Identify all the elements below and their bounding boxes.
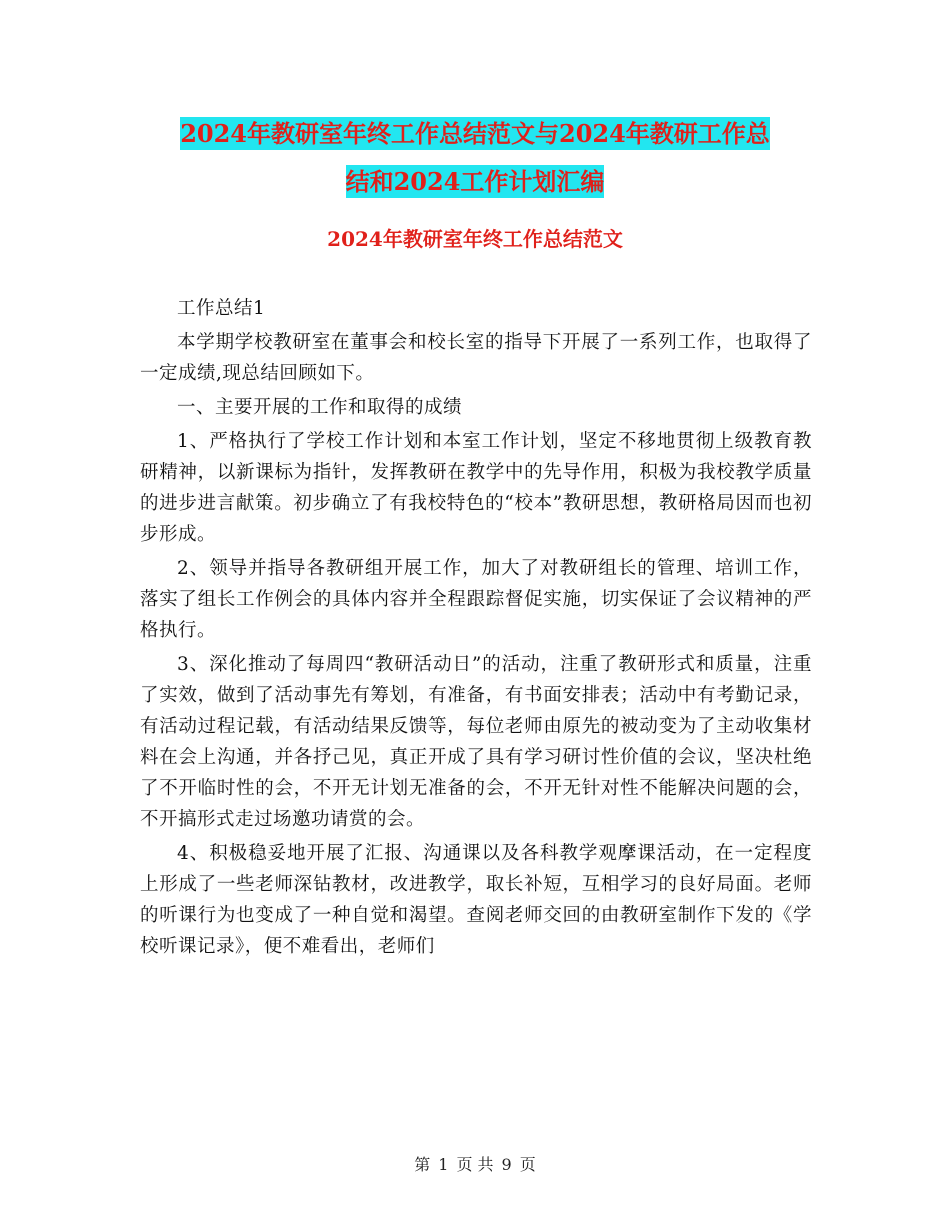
footer-total-pages: 9	[501, 1155, 512, 1174]
paragraph: 1、严格执行了学校工作计划和本室工作计划，坚定不移地贯彻上级教育教研精神，以新课标为指针，发挥教研在教学中的先导作用，积极为我校教学质量的进步进言献策。初步确立了有我校特色的“校本”教研思想，教研格局因而也初步形成。	[140, 431, 812, 545]
paragraph: 工作总结1	[177, 298, 266, 319]
footer-prefix: 第	[414, 1155, 431, 1174]
title-line-2: 结和2024工作计划汇编	[345, 167, 605, 196]
footer-suffix: 页	[519, 1155, 536, 1174]
footer-page-number: 1	[438, 1155, 449, 1174]
paragraph: 本学期学校教研室在董事会和校长室的指导下开展了一系列工作，也取得了一定成绩,现总结回顾如下。	[140, 332, 812, 384]
paragraph: 一、主要开展的工作和取得的成绩	[177, 397, 463, 418]
footer-mid: 页 共	[456, 1155, 494, 1174]
document-title	[120, 110, 830, 206]
document-body	[140, 293, 812, 965]
paragraph: 3、深化推动了每周四“教研活动日”的活动，注重了教研形式和质量，注重了实效，做到了活动事先有筹划，有准备，有书面安排表；活动中有考勤记录，有活动过程记载，有活动结果反馈等，每位老师由原先的被动变为了主动收集材料在会上沟通，并各抒己见，真正开成了具有学习研讨性价值的会议，坚决杜绝了不开临时性的会，不开无计划无准备的会，不开无针对性不能解决问题的会，不开搞形式走过场邀功请赏的会。	[140, 654, 812, 830]
paragraph: 2、领导并指导各教研组开展工作，加大了对教研组长的管理、培训工作，落实了组长工作例会的具体内容并全程跟踪督促实施，切实保证了会议精神的严格执行。	[140, 558, 812, 641]
page-footer	[0, 1153, 950, 1177]
title-line-1: 2024年教研室年终工作总结范文与2024年教研工作总	[180, 119, 770, 148]
paragraph: 4、积极稳妥地开展了汇报、沟通课以及各科教学观摩课活动，在一定程度上形成了一些老师深钻教材，改进教学，取长补短，互相学习的良好局面。老师的听课行为也变成了一种自觉和渴望。查阅老师交回的由教研室制作下发的《学校听课记录》，便不难看出，老师们	[140, 843, 812, 957]
section-title: 2024年教研室年终工作总结范文	[327, 227, 623, 251]
